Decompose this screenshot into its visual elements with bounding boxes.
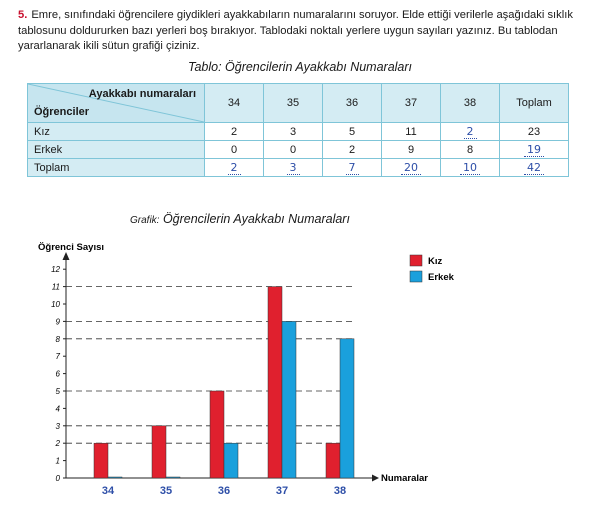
y-tick-label: 7	[55, 352, 60, 362]
table-cell: 8	[441, 141, 500, 159]
bar-erkek	[108, 477, 122, 478]
x-tick-label: 34	[101, 485, 115, 497]
handwritten-answer: 3	[287, 161, 300, 175]
x-tick-label: 38	[333, 485, 347, 497]
y-tick-label: 8	[55, 334, 60, 344]
handwritten-answer: 19	[524, 143, 544, 157]
bar-erkek	[282, 321, 296, 478]
corner-row-label: Öğrenciler	[34, 106, 90, 118]
bar-erkek	[340, 339, 354, 478]
bar-erkek	[224, 443, 238, 478]
handwritten-answer: 42	[524, 161, 544, 175]
y-tick-label: 4	[55, 404, 60, 414]
y-axis-label: Öğrenci Sayısı	[38, 242, 105, 253]
row-label: Kız	[28, 123, 205, 141]
y-axis-arrow	[63, 252, 70, 260]
y-tick-label: 3	[55, 421, 60, 431]
bar-kiz	[268, 287, 282, 478]
corner-column-label: Ayakkabı numaraları	[88, 88, 196, 100]
bar-kiz	[94, 443, 108, 478]
y-tick-label: 6	[55, 369, 60, 379]
column-header: 37	[382, 84, 441, 123]
table-cell: 23	[500, 123, 569, 141]
y-tick-label: 5	[55, 387, 60, 396]
table-cell: 2	[205, 123, 264, 141]
column-header: Toplam	[500, 84, 569, 123]
y-tick-label: 2	[55, 439, 60, 449]
chart-caption-title: Öğrencilerin Ayakkabı Numaraları	[162, 212, 350, 226]
y-tick-label: 0	[55, 474, 60, 483]
table-cell: 5	[323, 123, 382, 141]
bar-kiz	[210, 391, 224, 478]
column-header: 36	[323, 84, 382, 123]
chart-caption-prefix: Grafik:	[130, 215, 160, 226]
table-cell: 0	[264, 141, 323, 159]
table-cell: 9	[382, 141, 441, 159]
x-tick-label: 37	[275, 485, 289, 497]
table-cell: 11	[382, 123, 441, 141]
x-axis-arrow	[372, 475, 379, 482]
bar-kiz	[326, 443, 340, 478]
handwritten-answer: 10	[460, 161, 480, 175]
table-cell: 3	[264, 123, 323, 141]
table-cell: 0	[205, 141, 264, 159]
question-body: Emre, sınıfındaki öğrencilere giydikleri ayakkabıların numaralarını soruyor. Elde ettiği verilerle aşağıdaki sıklık tablosunu doldururken bazı yerleri boş bırakıyor. Tablodaki noktalı yerlere uygun sayıları yazınız. Bu tablodan yararlanarak ikili sütun grafiği çiziniz.	[18, 9, 573, 52]
x-tick-label: 36	[217, 485, 231, 497]
legend-swatch	[410, 271, 422, 282]
handwritten-answer: 7	[346, 161, 359, 175]
y-tick-label: 12	[51, 265, 60, 275]
table-cell: 2	[323, 141, 382, 159]
column-header: 35	[264, 84, 323, 123]
handwritten-answer: 2	[464, 125, 477, 139]
bar-erkek	[166, 477, 180, 478]
question-number: 5.	[18, 9, 28, 21]
column-header: 34	[205, 84, 264, 123]
y-tick-label: 9	[55, 317, 60, 327]
legend-label: Erkek	[428, 272, 454, 283]
row-label: Toplam	[28, 159, 205, 177]
legend-swatch	[410, 255, 422, 266]
column-header: 38	[441, 84, 500, 123]
y-tick-label: 11	[51, 282, 60, 292]
table-caption: Tablo: Öğrencilerin Ayakkabı Numaraları	[187, 60, 413, 74]
x-axis-label: Numaralar	[381, 473, 428, 484]
y-tick-label: 10	[51, 300, 60, 309]
bar-kiz	[152, 426, 166, 478]
y-tick-label: 1	[55, 456, 60, 466]
handwritten-answer: 2	[228, 161, 241, 175]
x-tick-label: 35	[159, 485, 173, 497]
handwritten-answer: 20	[401, 161, 421, 175]
row-label: Erkek	[28, 141, 205, 159]
legend-label: Kız	[428, 256, 443, 267]
